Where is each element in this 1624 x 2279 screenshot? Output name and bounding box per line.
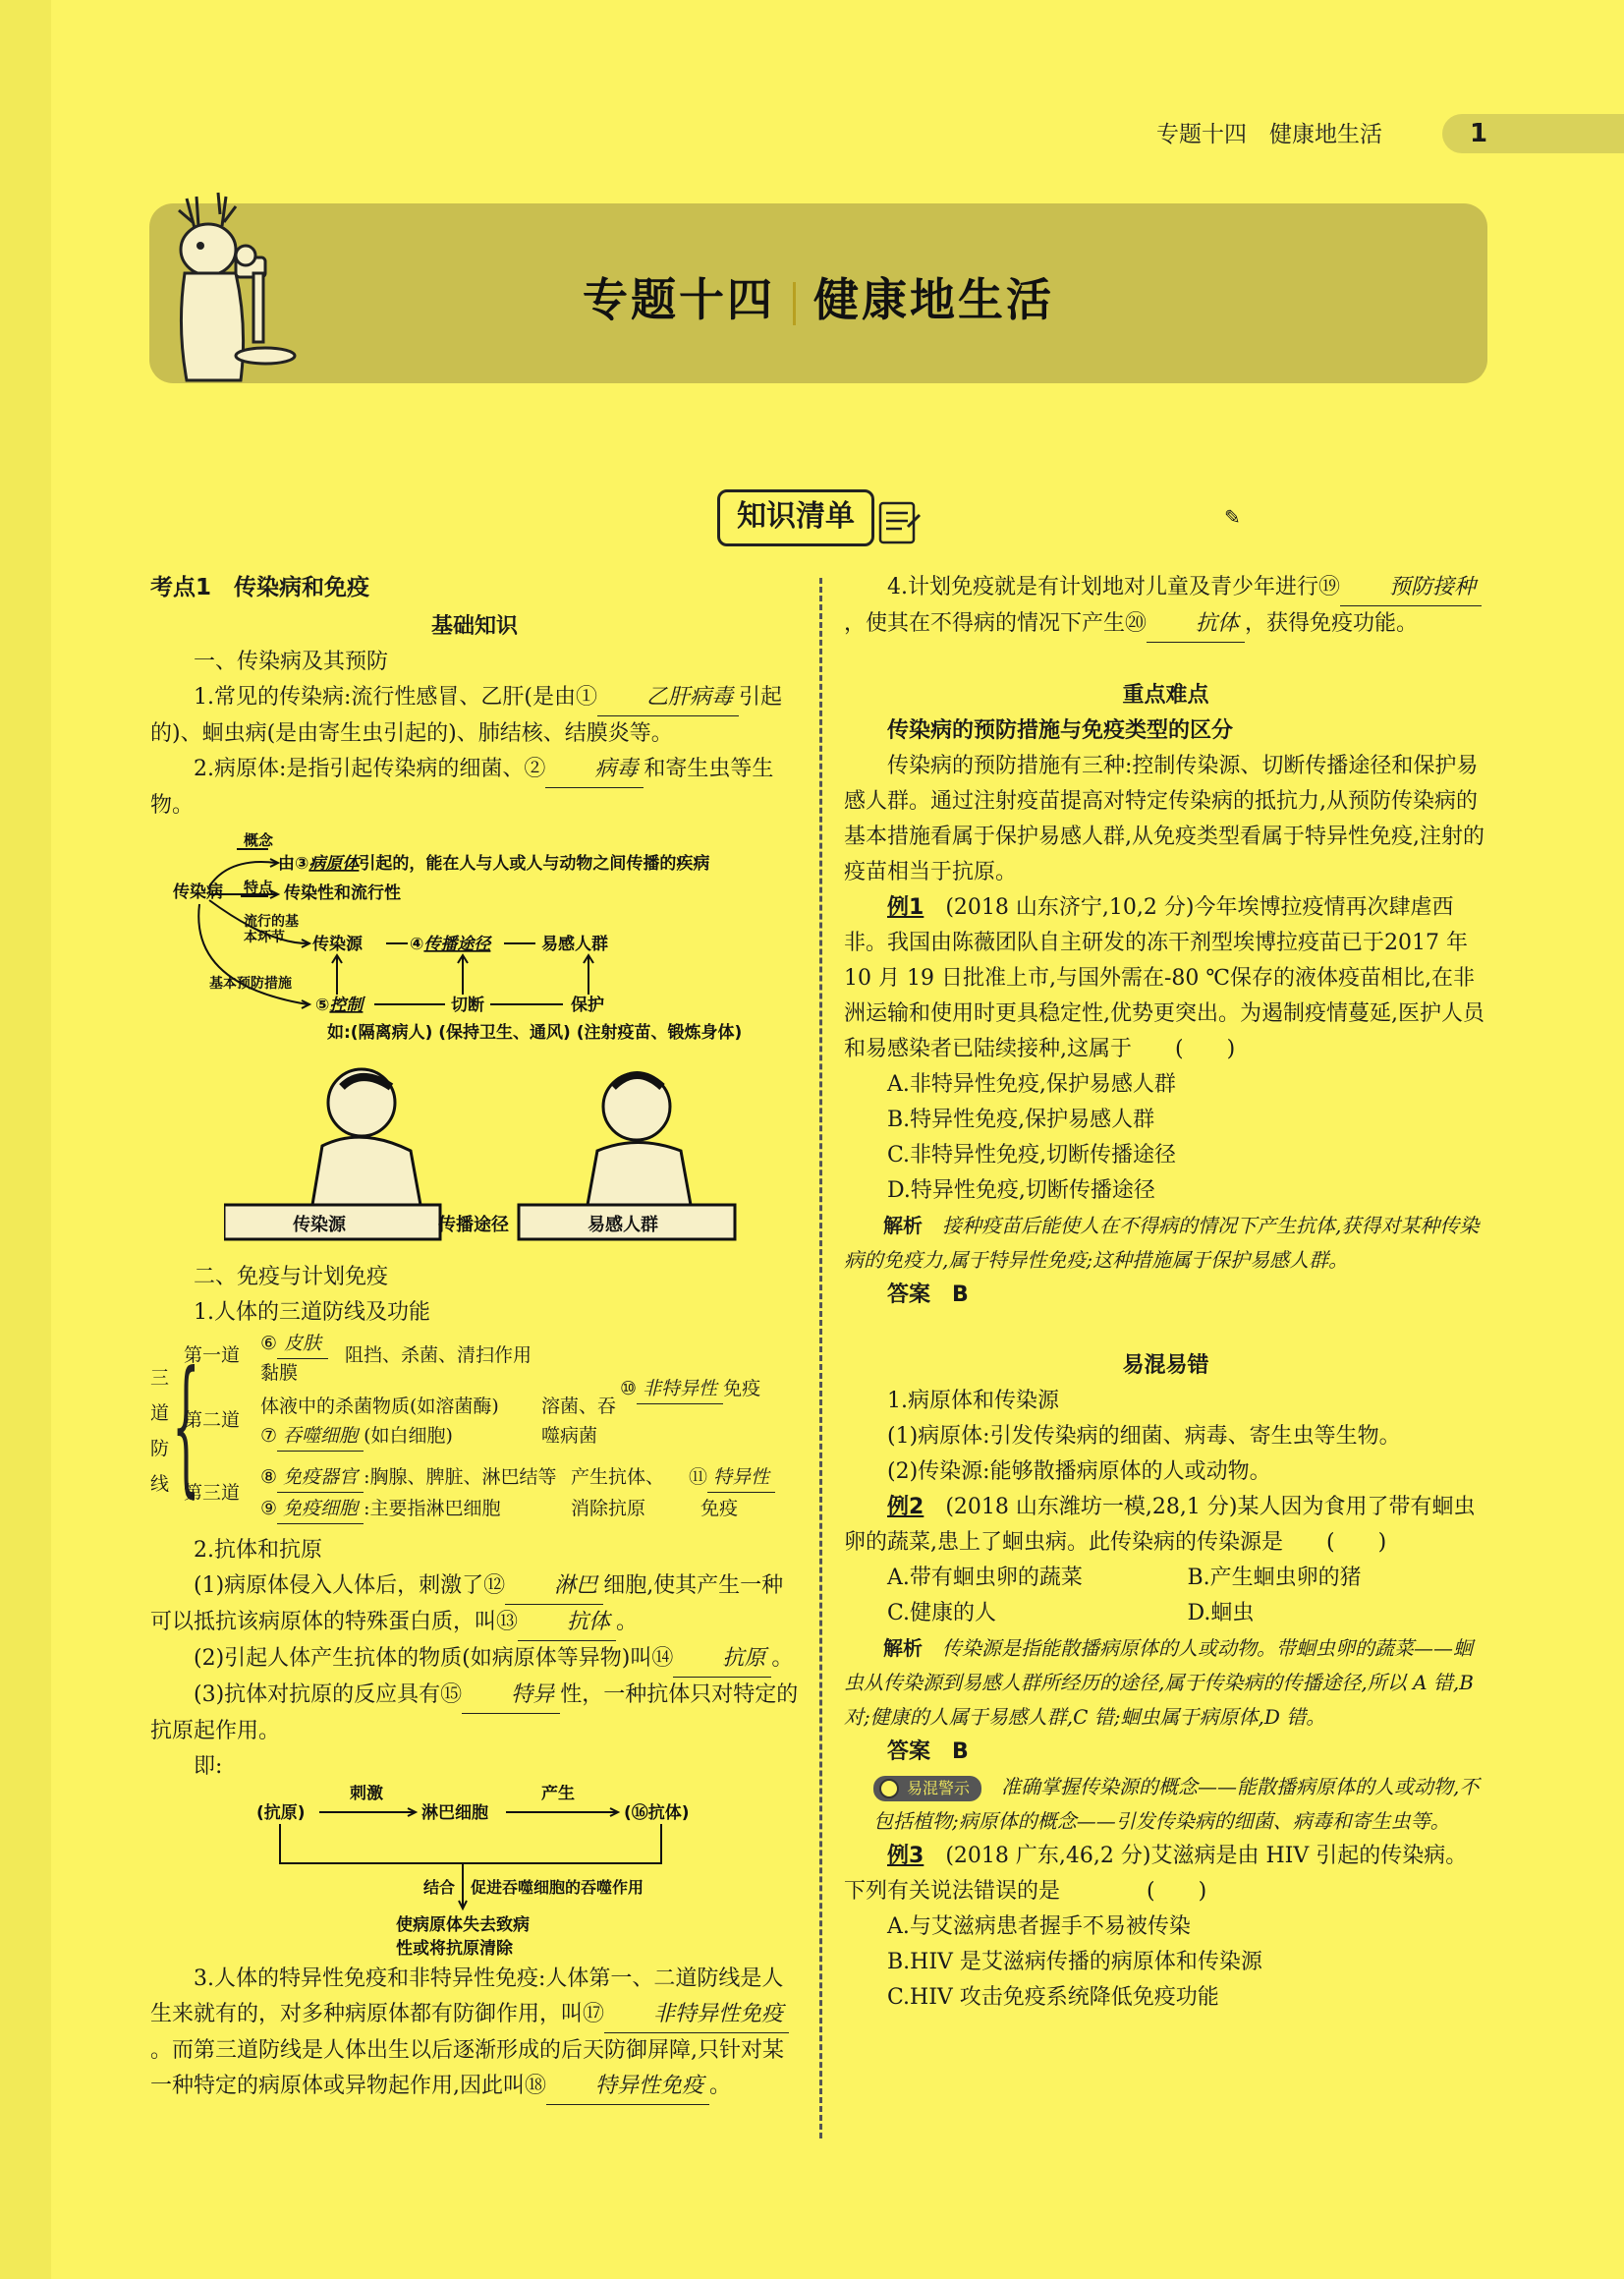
- confusion-item-3: (2)传染源:能够散播病原体的人或动物。: [887, 1459, 1271, 1484]
- ex3-option-b: B.HIV 是艾滋病传播的病原体和传染源: [887, 1950, 1262, 1974]
- ex1-answer: 答案 B: [887, 1282, 969, 1307]
- sub-heading-2: 2.抗体和抗原: [194, 1538, 322, 1563]
- node-susceptible: 易感人群: [541, 935, 608, 954]
- key-points-subtitle: 传染病的预防措施与免疫类型的区分: [887, 718, 1234, 743]
- label-combine: 结合: [423, 1878, 456, 1897]
- transmission-illustration: [224, 1057, 774, 1254]
- key-points-title: 重点难点: [1122, 683, 1209, 708]
- line-1-a: ⑥ 皮肤: [260, 1329, 328, 1359]
- specific-immunity: ⑪ 特异性: [689, 1462, 775, 1493]
- line-1-label: 第一道: [184, 1344, 241, 1366]
- ex3-option-a: A.与艾滋病患者握手不易被传染: [887, 1914, 1191, 1939]
- ex2-option-d: D.蛔虫: [1187, 1601, 1255, 1625]
- result-line-2: 性或将抗原清除: [396, 1939, 513, 1959]
- label-feature: 特点: [244, 879, 274, 896]
- pic-label-source: 传染源: [293, 1215, 346, 1235]
- heading-2: 二、免疫与计划免疫: [194, 1265, 389, 1289]
- line-1-b: 黏膜: [260, 1362, 299, 1384]
- answer-blank: 乙肝病毒: [597, 680, 739, 716]
- measure-control: ⑤控制: [315, 996, 364, 1015]
- node-antibody: (⑯抗体): [624, 1803, 690, 1823]
- line-3-a: ⑧ 免疫器官 :胸腺、脾脏、淋巴结等: [260, 1462, 556, 1493]
- sub-heading-1: 1.人体的三道防线及功能: [194, 1300, 430, 1325]
- node-lymph-cell: 淋巴细胞: [421, 1803, 488, 1823]
- running-header: 专题十四 健康地生活: [1156, 122, 1382, 147]
- para-a2: (2)引起人体产生抗体的物质(如病原体等异物)叫⑭ 抗原 。: [150, 1641, 799, 1678]
- line-2-b: ⑦ 吞噬细胞 (如白细胞): [260, 1421, 453, 1452]
- column-divider: [819, 578, 822, 2138]
- diagram-root: 传染病: [173, 883, 223, 902]
- label-stimulate: 刺激: [350, 1785, 383, 1803]
- result-line-1: 使病原体失去致病: [396, 1915, 530, 1935]
- deer-mascot-icon: [157, 189, 305, 395]
- line-3-function-1: 产生抗体、: [571, 1466, 665, 1488]
- notebook-icon: [872, 497, 924, 546]
- ex2-options: [844, 1561, 1487, 1631]
- label-concept: 概念: [244, 831, 274, 849]
- subsection-title: 基础知识: [430, 614, 518, 639]
- nonspecific-immunity: ⑩ 非特异性 免疫: [620, 1374, 760, 1404]
- ex2-option-b: B.产生蛔虫卵的猪: [1187, 1566, 1362, 1590]
- ex1-option-a: A.非特异性免疫,保护易感人群: [887, 1072, 1176, 1097]
- example-3: 例3 (2018 广东,46,2 分)艾滋病是由 HIV 引起的传染病。下列有关说法错误的是 ( ): [844, 1844, 1468, 1904]
- page-number: 1: [1442, 114, 1624, 153]
- example-1: 例1 (2018 山东济宁,10,2 分)今年埃博拉疫情再次肆虐西非。我国由陈薇团队自主研发的冻干剂型埃博拉疫苗已于2017 年 10 月 19 日批准上市,与国外需在-80 ℃保存的液体疫苗相比,在非洲运输和使用时更具稳定性,优势更突出。为遏制疫情蔓延,医护人员和易感染者已陆续接种,这属于 ( ): [844, 895, 1484, 1061]
- confusion-title: 易混易错: [1122, 1353, 1209, 1378]
- ex1-option-c: C.非特异性免疫,切断传播途径: [887, 1143, 1177, 1168]
- infection-diagram: [150, 827, 799, 1054]
- measure-protect: 保护: [571, 996, 604, 1015]
- line-2-label: 第二道: [184, 1409, 241, 1431]
- answer-blank: 病毒: [545, 752, 644, 788]
- feature-text: 传染性和流行性: [284, 883, 401, 903]
- ex2-option-a: A.带有蛔虫卵的蔬菜: [887, 1566, 1083, 1590]
- ji-label: 即:: [194, 1754, 223, 1779]
- chapter-banner: [149, 203, 1487, 383]
- page-edge-strip: [0, 0, 51, 2279]
- exam-point-title: 考点1 传染病和免疫: [150, 575, 370, 600]
- ex2-answer: 答案 B: [887, 1739, 969, 1764]
- key-points-text: 传染病的预防措施有三种:控制传染源、切断传播途径和保护易感人群。通过注射疫苗提高对特定传染病的抵抗力,从预防传染病的基本措施看属于保护易感人群,从免疫类型看属于特异性免疫,注射的疫苗相当于抗原。: [844, 754, 1484, 884]
- para-4: 4.计划免疫就是有计划地对儿童及青少年进行⑲ 预防接种，使其在不得病的情况下产生⑳ 抗体 ，获得免疫功能。: [844, 570, 1487, 643]
- side-label: 三 道 防 线: [150, 1367, 170, 1495]
- left-column: [150, 570, 799, 2105]
- node-antigen: (抗原): [256, 1803, 306, 1823]
- concept-text: 由③病原体引起的，能在人与人或人与动物之间传播的疾病: [278, 854, 710, 874]
- right-column: [844, 570, 1487, 2016]
- label-produce: 产生: [541, 1785, 575, 1803]
- measure-cut: 切断: [451, 996, 484, 1015]
- confusion-item-1: 1.病原体和传染源: [887, 1389, 1059, 1413]
- label-promote: 促进吞噬细胞的吞噬作用: [471, 1878, 644, 1897]
- ex1-analysis: 解析 接种疫苗后能使人在不得病的情况下产生抗体,获得对某种传染病的免疫力,属于特异性免疫;这种措施属于保护易感人群。: [844, 1214, 1480, 1272]
- heading-1: 一、传染病及其预防: [194, 650, 389, 674]
- ex2-option-c: C.健康的人: [887, 1601, 997, 1625]
- node-route: ④传播途径: [410, 935, 491, 954]
- line-1-function: 阻挡、杀菌、清扫作用: [345, 1344, 532, 1366]
- para-1: 1.常见的传染病:流行性感冒、乙肝(是由① 乙肝病毒 引起的)、蛔虫病(是由寄生虫引起的)、肺结核、结膜炎等。: [150, 680, 799, 752]
- ex3-option-c: C.HIV 攻击免疫系统降低免疫功能: [887, 1985, 1219, 2010]
- label-link-2: 本环节: [244, 930, 285, 945]
- line-2-function-2: 噬病菌: [541, 1425, 598, 1447]
- line-2-a: 体液中的杀菌物质(如溶菌酶): [260, 1396, 499, 1417]
- ex1-option-b: B.特异性免疫,保护易感人群: [887, 1108, 1155, 1132]
- defense-lines-table: 三 道 防 线 { 第一道 ⑥ 皮肤 黏膜 阻挡、杀菌、清扫作用 第二道 体液中的杀菌物质(如溶菌酶) ⑦ 吞噬细胞 (如白细胞) 溶菌、吞 噬病菌 ⑩ 非特异性 免疫 第三道 ⑧ 免疫器官 :胸腺、脾脏、淋巴结等 ⑨ 免疫细胞 :主要指淋巴细胞 产生抗体、 消除抗原 ⑪ 特异性 免疫: [150, 1331, 799, 1533]
- pic-label-route: 传播途径: [438, 1215, 509, 1235]
- example-2: 例2 (2018 山东潍坊一模,28,1 分)某人因为食用了带有蛔虫卵的蔬菜,患上了蛔虫病。此传染病的传染源是 ( ): [844, 1495, 1476, 1555]
- label-measures: 基本预防措施: [209, 976, 292, 992]
- antibody-diagram: [150, 1785, 799, 1962]
- node-source: 传染源: [312, 935, 363, 954]
- line-3-label: 第三道: [184, 1482, 241, 1504]
- para-a3: (3)抗体对抗原的反应具有⑮ 特异 性，一种抗体只对特定的抗原起作用。: [150, 1678, 799, 1749]
- specific-immunity-suffix: 免疫: [700, 1498, 739, 1519]
- section-badge: 知识清单: [717, 489, 874, 546]
- confusion-warning: 易混警示 准确掌握传染源的概念——能散播病原体的人或动物,不包括植物;病原体的概念——引发传染病的细菌、病毒和寄生虫等。: [873, 1775, 1480, 1833]
- ex2-analysis: 解析 传染源是指能散播病原体的人或动物。带蛔虫卵的蔬菜——蛔虫从传染源到易感人群所经历的途径,属于传染病的传播途径,所以 A 错,B 对;健康的人属于易感人群,C 错;蛔虫属于病原体,D 错。: [844, 1636, 1474, 1729]
- confusion-item-2: (1)病原体:引发传染病的细菌、病毒、寄生虫等生物。: [887, 1424, 1401, 1449]
- para-a1: (1)病原体侵入人体后，刺激了⑫ 淋巴 细胞,使其产生一种可以抵抗该病原体的特殊蛋白质，叫⑬ 抗体 。: [150, 1568, 799, 1641]
- chapter-title: 专题十四 健康地生活: [583, 273, 1054, 326]
- pic-label-susceptible: 易感人群: [588, 1215, 658, 1235]
- line-3-b: ⑨ 免疫细胞 :主要指淋巴细胞: [260, 1494, 500, 1524]
- measures-example: 如:(隔离病人) (保持卫生、通风) (注射疫苗、锻炼身体): [327, 1023, 743, 1043]
- warning-tag: 易混警示: [873, 1776, 981, 1801]
- para-2: 2.病原体:是指引起传染病的细菌、② 病毒 和寄生虫等生物。: [150, 752, 799, 824]
- line-3-function-2: 消除抗原: [571, 1498, 646, 1519]
- label-link-1: 流行的基: [244, 914, 299, 930]
- para-3: 3.人体的特异性免疫和非特异性免疫:人体第一、二道防线是人生来就有的，对多种病原体都有防御作用，叫⑰ 非特异性免疫。而第三道防线是人体出生以后逐渐形成的后天防御屏障,只针对某一种特定的病原体或异物起作用,因此叫⑱ 特异性免疫 。: [150, 1962, 799, 2105]
- pencil-icon: ✎: [1224, 505, 1241, 529]
- line-2-function-1: 溶菌、吞: [541, 1396, 617, 1417]
- ex1-option-d: D.特异性免疫,切断传播途径: [887, 1178, 1155, 1203]
